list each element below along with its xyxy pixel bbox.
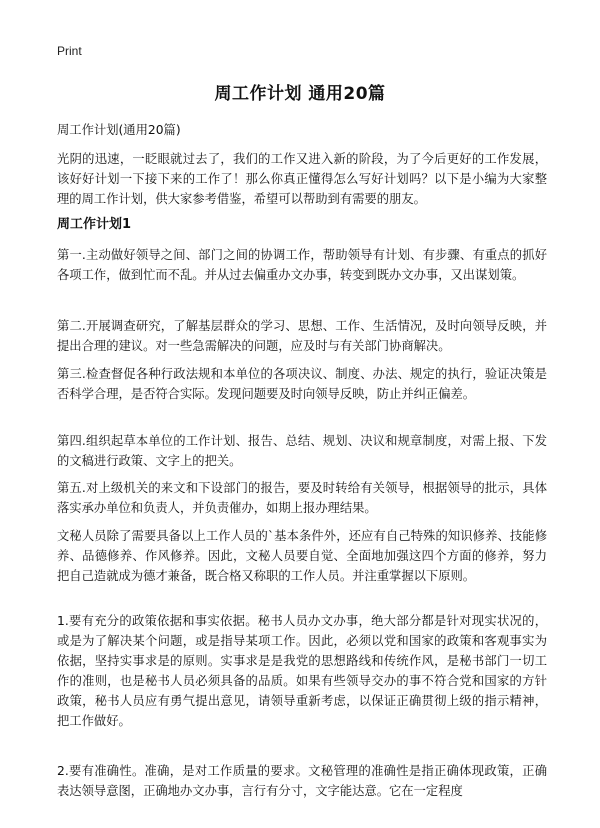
paragraph-1: 第一.主动做好领导之间、部门之间的协调工作，帮助领导有计划、有步骤、有重点的抓好各项工作，做到忙而不乱。并从过去偏重办文办事，转变到既办文办事，又出谋划策。 [57,248,547,282]
paragraph-2: 第二.开展调查研究，了解基层群众的学习、思想、工作、生活情况，及时向领导反映，并提出合理的建议。对一些急需解决的问题，应及时与有关部门协商解决。 [57,319,547,353]
page-title: 周工作计划 通用20篇 [214,84,386,104]
paragraph-5: 第五.对上级机关的来文和下设部门的报告，要及时转给有关领导，根据领导的批示，具体落实承办单位和负责人，并负责催办，如期上报办理结果。 [57,481,547,515]
intro-paragraph: 光阴的迅速，一眨眼就过去了，我们的工作又进入新的阶段，为了今后更好的工作发展，该好好计划一下接下来的工作了！那么你真正懂得怎么写好计划吗？以下是小编为大家整理的周工作计划，供大家参考借鉴，希望可以帮助到有需要的朋友。 [57,152,547,206]
document-subtitle: 周工作计划(通用20篇) [57,123,181,137]
paragraph-4: 第四.组织起草本单位的工作计划、报告、总结、规划、决议和规章制度，对需上报、下发的文稿进行政策、文字上的把关。 [57,434,547,468]
paragraph-7: 1.要有充分的政策依据和事实依据。秘书人员办文办事，绝大部分都是针对现实状况的，或是为了解决某个问题，或是指导某项工作。因此，必须以党和国家的政策和客观事实为依据，坚持实事求是的原则。实事求是是我党的思想路线和传统作风，是秘书部门一切工作的准则，也是秘书人员必须具备的品质。如果有些领导交办的事不符合党和国家的方针政策，秘书人员应有勇气提出意见，请领导重新考虑，以保证正确贯彻上级的指示精神，把工作做好。 [57,614,547,728]
print-link[interactable]: Print [57,44,82,58]
paragraph-8: 2.要有准确性。准确，是对工作质量的要求。文秘管理的准确性是指正确体现政策，正确表达领导意图，正确地办文办事，言行有分寸，文字能达意。它在一定程度 [57,764,547,798]
paragraph-6: 文秘人员除了需要具备以上工作人员的`基本条件外，还应有自己特殊的知识修养、技能修养、品德修养、作风修养。因此，文秘人员要自觉、全面地加强这四个方面的修养，努力把自己造就成为德才兼备，既合格又称职的工作人员。并注重掌握以下原则。 [57,529,547,583]
paragraph-3: 第三.检查督促各种行政法规和本单位的各项决议、制度、办法、规定的执行，验证决策是否科学合理，是否符合实际。发现问题要及时向领导反映，防止并纠正偏差。 [57,367,547,401]
section-heading: 周工作计划1 [57,217,132,232]
